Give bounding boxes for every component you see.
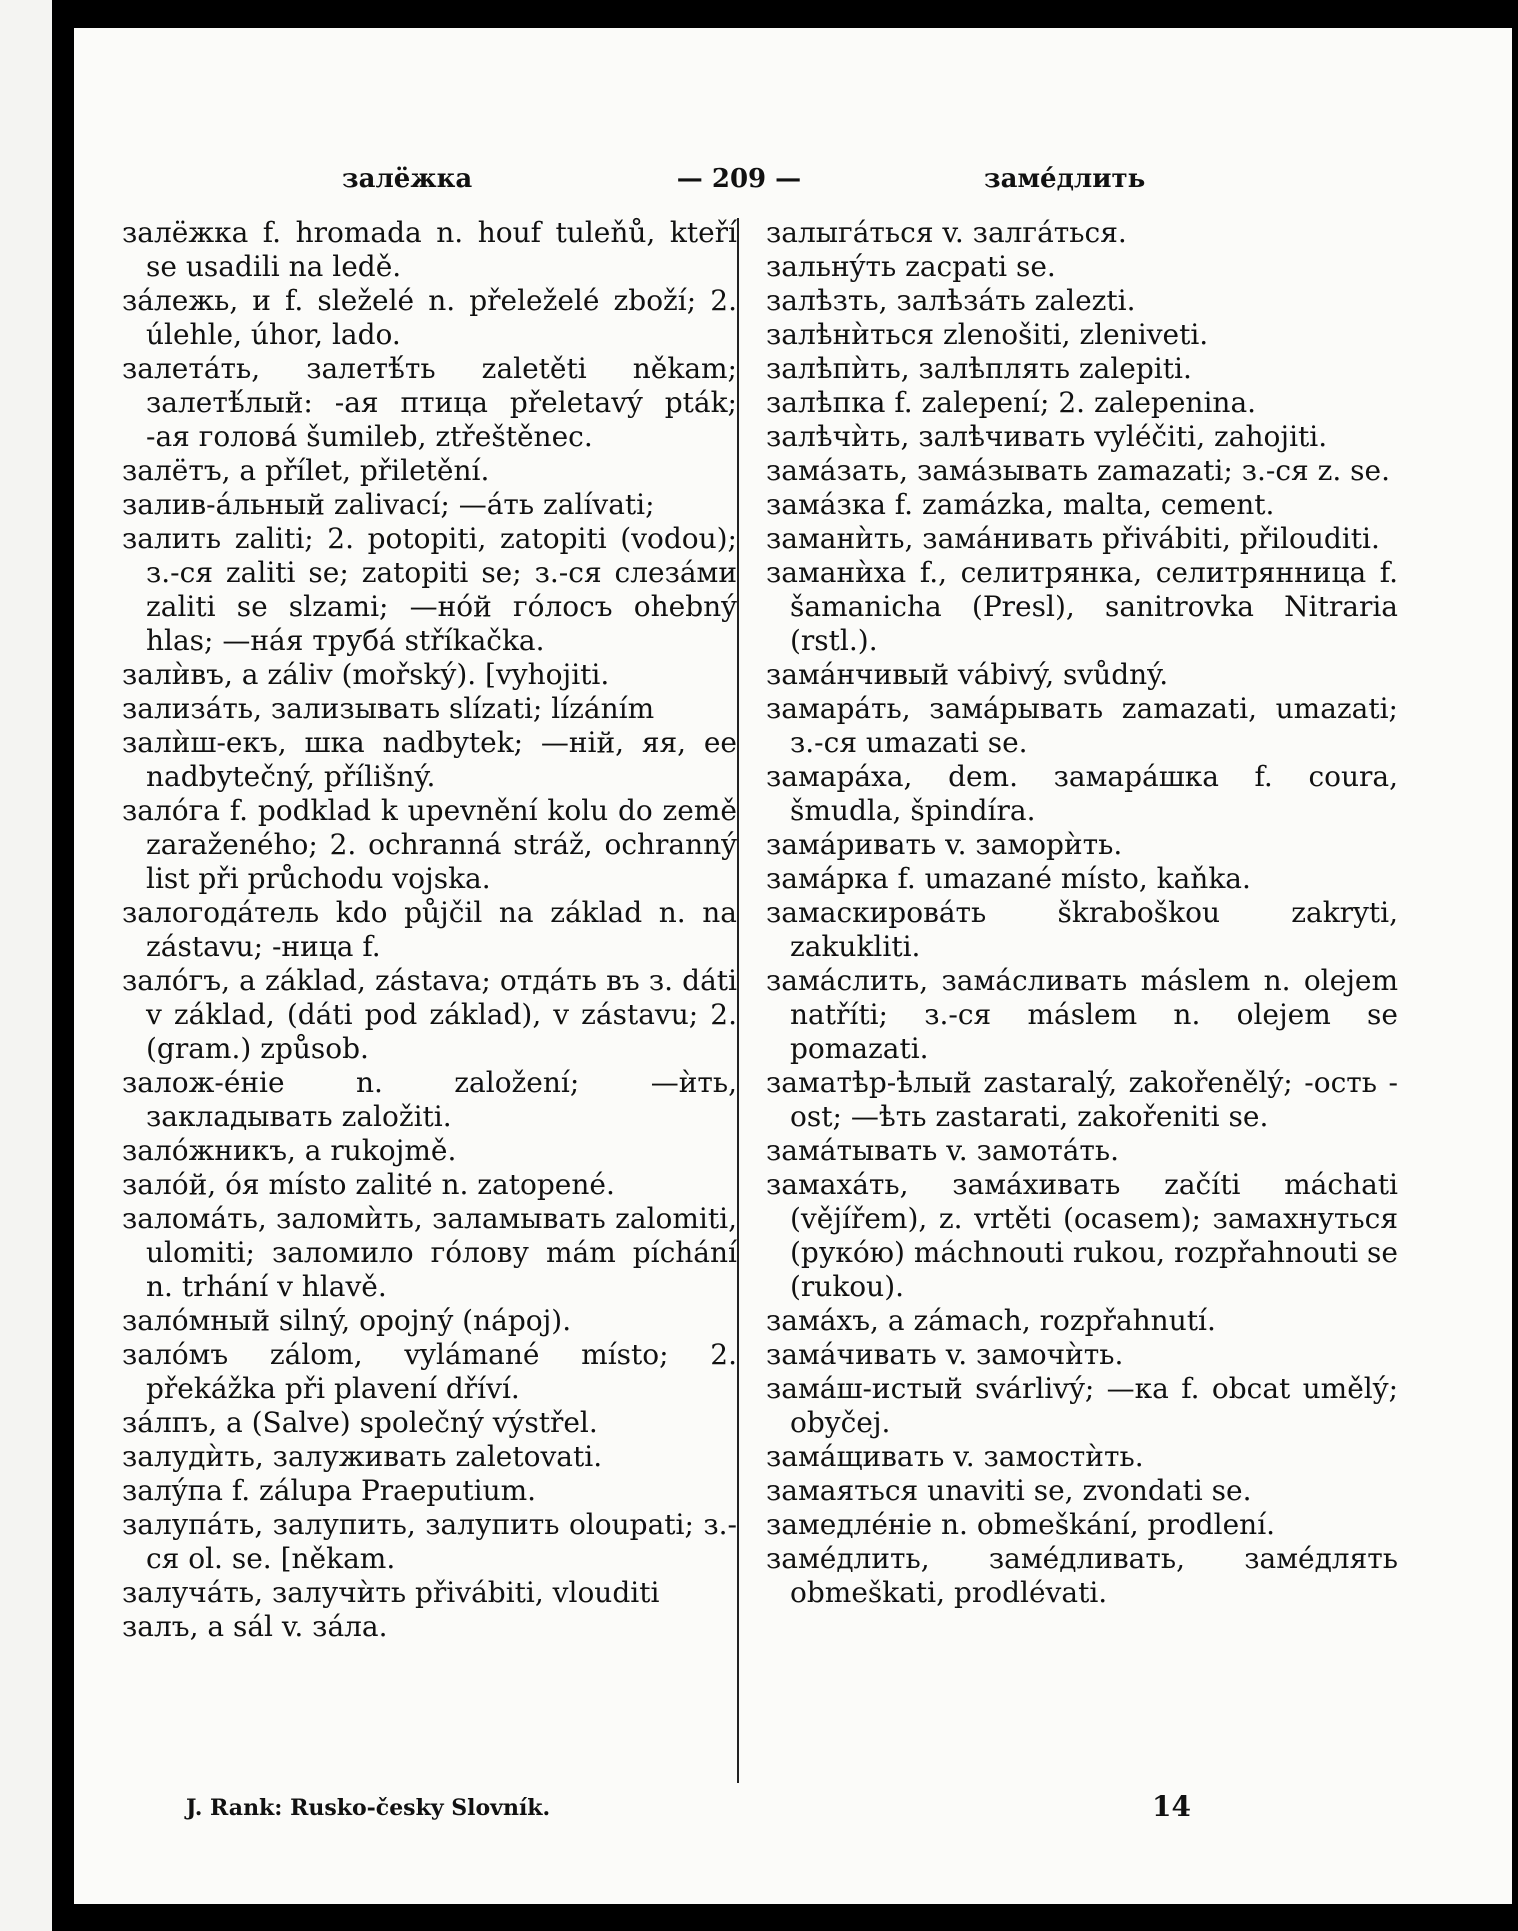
entry: замáтывать v. замотáть.: [766, 1134, 1120, 1167]
header-right-guide-word: замéдлить: [984, 164, 1146, 194]
entry: замáзать, замáзывать zamazati; з.-ся z. se.: [766, 454, 1390, 487]
entry: заманѝха f., селитрянка, селитрянница f. šamanicha (Presl), sanitrovka Nitraria (rstl.).: [766, 556, 1398, 657]
dictionary-page: [74, 28, 1512, 1904]
entry: заматѣр-ѣлый zastaralý, zakořenělý; -ость -ost; —ѣть zastarati, zakořeniti se.: [766, 1066, 1398, 1133]
entry: залóмный silný, opojný (nápoj).: [122, 1304, 572, 1337]
entry: залив-áльный zalivací; —áть zalívati;: [122, 488, 655, 521]
entry: залудѝть, залуживать zaletovati.: [122, 1440, 603, 1473]
right-column: [766, 216, 1398, 1610]
entry: замарáха, dem. замарáшка f. coura, šmudla, špindíra.: [766, 760, 1398, 827]
entry: залогодáтель kdo půjčil na základ n. na zástavu; -ница f.: [122, 896, 737, 963]
entry: залóжникъ, a rukojmě.: [122, 1134, 457, 1167]
entry: залѣнѝться zlenošiti, zleniveti.: [766, 318, 1209, 351]
page-number: — 209 —: [676, 164, 802, 194]
entry: замáщивать v. замостѝть.: [766, 1440, 1144, 1473]
entry: замéдлить, замéдливать, замéдлять obmeškati, prodlévati.: [766, 1542, 1398, 1609]
entry: залóга f. podklad k upevnění kolu do země zaraženého; 2. ochranná stráž, ochranný list při průchodu vojska.: [122, 794, 737, 895]
entry: залѣпка f. zalepení; 2. zalepenina.: [766, 386, 1257, 419]
entry: замáш-истый svárlivý; —ка f. obcat umělý; obyčej.: [766, 1372, 1398, 1439]
entry: заломáть, заломѝть, заламывать zalomiti, ulomiti; заломило гóлову mám píchání n. trhání v hlavě.: [122, 1202, 737, 1303]
entry: залóй, óя místo zalité n. zatopené.: [122, 1168, 615, 1201]
entry: залучáть, залучѝть přivábiti, vlouditi: [122, 1576, 660, 1609]
entry: залѣчѝть, залѣчивать vyléčiti, zahojiti.: [766, 420, 1328, 453]
header-left-guide-word: залёжка: [342, 164, 473, 194]
entry: залóмъ zálom, vylámané místo; 2. překážka při plavení dříví.: [122, 1338, 737, 1405]
footer-signature-number: 14: [1152, 1790, 1191, 1823]
page-header: [74, 144, 1512, 194]
previous-page-edge: [0, 0, 52, 1931]
entry: залѝвъ, a záliv (mořský). [vyhojiti.: [122, 658, 610, 691]
entry: залѝш-екъ, шка nadbytek; —ній, яя, ее nadbytečný, přílišný.: [122, 726, 737, 793]
entry: залёжка f. hromada n. houf tuleňů, kteří se usadili na ledě.: [122, 216, 737, 283]
entry: замаяться unaviti se, zvondati se.: [766, 1474, 1252, 1507]
entry: залить zaliti; 2. potopiti, zatopiti (vodou); з.-ся zaliti se; zatopiti se; з.-ся слезáми zaliti se slzami; —нóй гóлосъ ohebný hlas; —нáя трубá stříkačka.: [122, 522, 737, 657]
column-divider: [737, 218, 739, 1783]
entry: залупáть, залупить, залупить oloupati; з.-ся ol. se. [někam.: [122, 1508, 737, 1575]
entry: замáнчивый vábivý, svůdný.: [766, 658, 1169, 691]
footer-publication: J. Rank: Rusko-česky Slovník.: [186, 1795, 551, 1821]
entry: замáчивать v. замочѝть.: [766, 1338, 1124, 1371]
entry: залож-éніе n. založení; —ѝть, закладывать založiti.: [122, 1066, 737, 1133]
entry: залъ, a sál v. зáла.: [122, 1610, 388, 1643]
entry: замáзка f. zamázka, malta, cement.: [766, 488, 1275, 521]
entry: зализáть, зализывать slízati; lízáním: [122, 692, 655, 725]
entry: замáрка f. umazané místo, kaňka.: [766, 862, 1251, 895]
entry: зáлпъ, a (Salve) společný výstřel.: [122, 1406, 598, 1439]
entry: залетáть, залетѣ́ть zaletěti někam; залетѣ́лый: -ая птица přeletavý pták; -ая головá šumileb, ztřeštěnec.: [122, 352, 737, 453]
entry: зáлежь, и f. sleželé n. přeleželé zboží; 2. úlehle, úhor, lado.: [122, 284, 737, 351]
entry: залóгъ, a základ, zástava; отдáть въ з. dáti v základ, (dáti pod základ), v zástavu; 2. (gram.) způsob.: [122, 964, 737, 1065]
entry: замарáть, замáрывать zamazati, umazati; з.-ся umazati se.: [766, 692, 1398, 759]
entry: зальнýть zacpati se.: [766, 250, 1056, 283]
entry: залѣзть, залѣзáть zalezti.: [766, 284, 1136, 317]
entry: замáслить, замáсливать máslem n. olejem natříti; з.-ся máslem n. olejem se pomazati.: [766, 964, 1398, 1065]
entry: залыгáться v. залгáться.: [766, 216, 1127, 249]
entry: замáривать v. заморѝть.: [766, 828, 1123, 861]
entry: залётъ, a přílet, přiletění.: [122, 454, 490, 487]
entry: замедлéніе n. obmeškání, prodlení.: [766, 1508, 1276, 1541]
entry: залѣпѝть, залѣплять zalepiti.: [766, 352, 1192, 385]
entry: замаскировáть škraboškou zakryti, zakukliti.: [766, 896, 1398, 963]
entry: заманѝть, замáнивать přivábiti, přilouditi.: [766, 522, 1380, 555]
entry: залýпа f. zálupa Praeputium.: [122, 1474, 537, 1507]
entry: замахáть, замáхивать začíti máchati (vějířem), z. vrtěti (ocasem); замахнуться (рукóю) máchnouti rukou, rozpřahnouti se (rukou).: [766, 1168, 1398, 1303]
left-column: [122, 216, 737, 1644]
entry: замáхъ, a zámach, rozpřahnutí.: [766, 1304, 1216, 1337]
